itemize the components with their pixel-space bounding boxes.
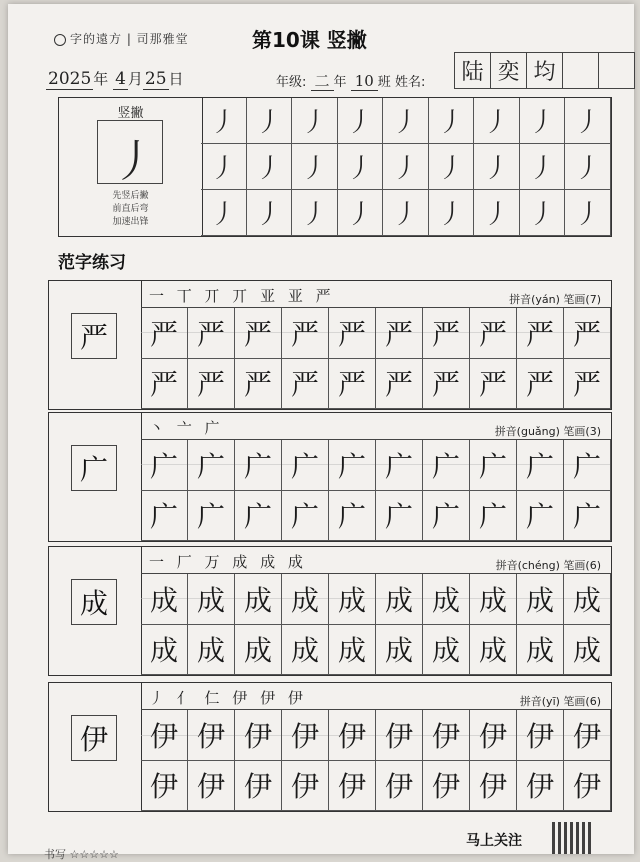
pinyin-label: 拼音(chéng) [495, 559, 560, 572]
handwritten-character: 伊 [290, 770, 319, 804]
handwritten-character: 严 [149, 368, 178, 402]
stroke-count-label: 笔画(3) [559, 425, 601, 438]
practice-cell [292, 98, 338, 144]
practice-cell [329, 574, 376, 625]
handwritten-stroke: 丿 [346, 200, 373, 230]
stroke-sample-glyph: 丿 [112, 136, 156, 187]
handwritten-character: 严 [572, 368, 601, 402]
practice-cell [565, 190, 611, 236]
grade-suffix: 年 [333, 75, 347, 90]
practice-cell [520, 144, 566, 190]
stroke-count-label: 笔画(6) [559, 559, 601, 572]
handwritten-character: 伊 [525, 719, 554, 753]
practice-cell [201, 98, 247, 144]
character-info [509, 291, 601, 307]
handwritten-character: 严 [290, 368, 319, 402]
practice-cell [564, 491, 611, 542]
practice-cell [470, 625, 517, 676]
handwritten-stroke: 丿 [255, 108, 282, 138]
date-day: 25 [144, 69, 167, 89]
practice-cell [564, 440, 611, 491]
practice-cell [188, 625, 235, 676]
handwritten-character: 成 [243, 583, 272, 617]
class-value: 10 [351, 72, 378, 91]
handwritten-character: 伊 [525, 770, 554, 804]
practice-cell [383, 144, 429, 190]
practice-cell [201, 144, 247, 190]
handwritten-character: 伊 [243, 770, 272, 804]
practice-cell [517, 359, 564, 410]
practice-cell [188, 359, 235, 410]
handwritten-character: 成 [196, 634, 225, 668]
handwritten-stroke: 丿 [392, 200, 419, 230]
handwritten-character: 广 [243, 500, 272, 534]
practice-cell [470, 761, 517, 812]
practice-cell [376, 359, 423, 410]
handwritten-character: 严 [196, 317, 225, 351]
handwritten-character: 成 [478, 583, 507, 617]
practice-cell [235, 359, 282, 410]
name-label: 姓名: [394, 75, 426, 90]
handwritten-stroke: 丿 [392, 154, 419, 184]
handwritten-stroke: 丿 [483, 200, 510, 230]
handwritten-character: 伊 [572, 770, 601, 804]
handwritten-character: 广 [337, 449, 366, 483]
practice-cell [329, 761, 376, 812]
practice-cell [423, 761, 470, 812]
handwritten-character: 成 [149, 583, 178, 617]
practice-cell [423, 359, 470, 410]
handwritten-character: 严 [337, 368, 366, 402]
practice-cell [517, 308, 564, 359]
handwritten-character: 广 [149, 449, 178, 483]
practice-cell [235, 574, 282, 625]
handwritten-character: 严 [149, 317, 178, 351]
character-block [48, 280, 612, 410]
handwritten-character: 广 [149, 500, 178, 534]
practice-cell [141, 308, 188, 359]
character-block [48, 546, 612, 676]
practice-cell [338, 190, 384, 236]
handwritten-character: 严 [290, 317, 319, 351]
handwritten-character: 严 [525, 368, 554, 402]
stroke-practice-grid [201, 97, 612, 237]
grade-class-field [276, 70, 425, 91]
section-heading: 范字练习 [58, 253, 126, 273]
handwritten-character: 广 [431, 449, 460, 483]
practice-cell [282, 491, 329, 542]
practice-cell [429, 98, 475, 144]
practice-cell [235, 491, 282, 542]
practice-cell [282, 574, 329, 625]
practice-cell [282, 308, 329, 359]
handwritten-character: 严 [196, 368, 225, 402]
stroke-order: 一 厂 万 成 成 成 [149, 553, 307, 571]
character-model-panel [49, 547, 142, 675]
practice-cell [517, 710, 564, 761]
practice-cell [141, 491, 188, 542]
handwritten-character: 成 [149, 634, 178, 668]
handwritten-character: 伊 [290, 719, 319, 753]
practice-cell [376, 761, 423, 812]
stroke-order: 丶 亠 广 [149, 419, 224, 437]
handwritten-character: 伊 [149, 770, 178, 804]
handwritten-stroke: 丿 [392, 108, 419, 138]
practice-cell [188, 710, 235, 761]
practice-cell [329, 359, 376, 410]
handwritten-stroke: 丿 [483, 154, 510, 184]
practice-cell [247, 98, 293, 144]
handwritten-character: 广 [431, 500, 460, 534]
stroke-count-label: 笔画(7) [559, 293, 601, 306]
handwritten-character: 成 [572, 583, 601, 617]
handwritten-character: 成 [572, 634, 601, 668]
model-character: 成 [71, 579, 117, 625]
handwritten-character: 成 [290, 583, 319, 617]
practice-cell [383, 190, 429, 236]
practice-cell [292, 144, 338, 190]
handwritten-stroke: 丿 [255, 200, 282, 230]
name-cell: 陆 [454, 52, 490, 89]
handwritten-character: 伊 [243, 719, 272, 753]
handwritten-character: 广 [525, 449, 554, 483]
character-model-panel [49, 413, 142, 541]
handwritten-character: 成 [431, 634, 460, 668]
handwritten-character: 严 [384, 317, 413, 351]
practice-cell [141, 761, 188, 812]
practice-cell [564, 625, 611, 676]
handwritten-character: 广 [196, 500, 225, 534]
practice-cell [188, 308, 235, 359]
handwritten-character: 成 [525, 583, 554, 617]
follow-label: 马上关注 [466, 833, 522, 849]
name-cell [562, 52, 598, 89]
handwritten-character: 广 [290, 500, 319, 534]
practice-cell [423, 625, 470, 676]
handwritten-character: 伊 [431, 719, 460, 753]
handwritten-character: 广 [478, 449, 507, 483]
practice-cell [376, 491, 423, 542]
handwritten-character: 成 [337, 583, 366, 617]
handwritten-stroke: 丿 [574, 200, 601, 230]
practice-cell [376, 710, 423, 761]
practice-cell [247, 190, 293, 236]
pinyin-label: 拼音(yī) [519, 695, 560, 708]
practice-cell [235, 308, 282, 359]
handwritten-character: 广 [525, 500, 554, 534]
practice-cell [470, 574, 517, 625]
name-cell [598, 52, 635, 89]
handwritten-character: 广 [478, 500, 507, 534]
practice-cell [520, 98, 566, 144]
practice-cell [141, 710, 188, 761]
practice-cell [564, 359, 611, 410]
handwritten-character: 严 [478, 317, 507, 351]
handwritten-stroke: 丿 [255, 154, 282, 184]
practice-cell [517, 625, 564, 676]
date-month-suffix: 月 [127, 70, 143, 88]
practice-cell [423, 710, 470, 761]
handwritten-stroke: 丿 [301, 154, 328, 184]
practice-cell [329, 625, 376, 676]
handwritten-stroke: 丿 [483, 108, 510, 138]
handwritten-character: 伊 [384, 719, 413, 753]
character-block [48, 682, 612, 812]
model-character: 伊 [71, 715, 117, 761]
date-day-suffix: 日 [168, 70, 184, 88]
practice-cell [470, 491, 517, 542]
practice-cell [376, 574, 423, 625]
practice-cell [376, 625, 423, 676]
practice-cell [141, 625, 188, 676]
stroke-rules [59, 190, 202, 229]
stroke-rule: 先竖后撇 [112, 191, 149, 201]
name-cell: 均 [526, 52, 562, 89]
handwritten-character: 严 [384, 368, 413, 402]
handwritten-stroke: 丿 [301, 108, 328, 138]
practice-cell [423, 491, 470, 542]
handwritten-character: 伊 [149, 719, 178, 753]
practice-cell [470, 359, 517, 410]
practice-cell [564, 710, 611, 761]
handwritten-stroke: 丿 [438, 154, 465, 184]
practice-cell [235, 710, 282, 761]
handwritten-stroke: 丿 [529, 154, 556, 184]
qr-code [552, 822, 592, 854]
handwritten-stroke: 丿 [529, 200, 556, 230]
stroke-rule: 前直后弯 [112, 204, 149, 214]
character-info [495, 423, 601, 439]
brand-logo [54, 30, 189, 47]
practice-cell [338, 98, 384, 144]
practice-cell [376, 308, 423, 359]
handwritten-stroke: 丿 [346, 108, 373, 138]
character-model-panel [49, 281, 142, 409]
handwritten-character: 伊 [572, 719, 601, 753]
handwritten-character: 伊 [196, 719, 225, 753]
practice-rows [141, 439, 611, 541]
practice-cell [564, 574, 611, 625]
handwritten-character: 伊 [384, 770, 413, 804]
date-year-suffix: 年 [93, 70, 109, 88]
model-character: 严 [71, 313, 117, 359]
handwritten-character: 伊 [337, 719, 366, 753]
stroke-lesson-box [58, 97, 203, 237]
practice-cell [520, 190, 566, 236]
handwritten-character: 严 [431, 317, 460, 351]
handwritten-character: 伊 [431, 770, 460, 804]
handwritten-character: 广 [572, 500, 601, 534]
practice-cell [235, 625, 282, 676]
handwritten-character: 伊 [478, 770, 507, 804]
stroke-rule: 加速出锋 [112, 217, 149, 227]
handwritten-stroke: 丿 [574, 154, 601, 184]
stroke-count-label: 笔画(6) [559, 695, 601, 708]
grade-label: 年级: [276, 75, 307, 90]
model-character: 广 [71, 445, 117, 491]
practice-cell [282, 761, 329, 812]
practice-rows [141, 709, 611, 811]
handwritten-character: 广 [572, 449, 601, 483]
handwritten-character: 伊 [196, 770, 225, 804]
character-info [520, 693, 601, 709]
handwritten-character: 严 [243, 317, 272, 351]
practice-cell [376, 440, 423, 491]
handwritten-character: 广 [196, 449, 225, 483]
handwritten-character: 成 [243, 634, 272, 668]
practice-cell [383, 98, 429, 144]
handwritten-character: 广 [290, 449, 319, 483]
handwritten-stroke: 丿 [438, 108, 465, 138]
handwritten-character: 广 [384, 449, 413, 483]
character-model-panel [49, 683, 142, 811]
pinyin-label: 拼音(guǎng) [494, 425, 560, 438]
brand-text: 字的遠方 | 司那雅堂 [70, 32, 189, 46]
practice-cell [429, 190, 475, 236]
practice-cell [423, 440, 470, 491]
handwritten-character: 严 [431, 368, 460, 402]
handwritten-character: 成 [525, 634, 554, 668]
practice-cell [329, 440, 376, 491]
practice-cell [564, 761, 611, 812]
stroke-name: 竖撇 [117, 106, 144, 121]
grade-value: 二 [311, 72, 334, 91]
character-info [496, 557, 601, 573]
handwritten-stroke: 丿 [574, 108, 601, 138]
handwritten-stroke: 丿 [301, 200, 328, 230]
practice-cell [564, 308, 611, 359]
handwritten-character: 严 [525, 317, 554, 351]
character-block [48, 412, 612, 542]
practice-cell [517, 574, 564, 625]
practice-cell [429, 144, 475, 190]
practice-cell [292, 190, 338, 236]
handwritten-character: 广 [384, 500, 413, 534]
footer-rating: 书写 ☆☆☆☆☆ [44, 848, 119, 861]
brand-seal-icon [54, 34, 66, 46]
practice-cell [329, 491, 376, 542]
stroke-order: 丿 亻 仁 伊 伊 伊 [149, 689, 307, 707]
class-suffix: 班 [377, 75, 391, 90]
handwritten-character: 成 [478, 634, 507, 668]
handwritten-character: 伊 [337, 770, 366, 804]
practice-cell [188, 574, 235, 625]
handwritten-character: 广 [337, 500, 366, 534]
handwritten-character: 成 [384, 583, 413, 617]
handwritten-character: 严 [337, 317, 366, 351]
practice-cell [201, 190, 247, 236]
practice-cell [188, 761, 235, 812]
practice-cell [141, 440, 188, 491]
practice-cell [282, 625, 329, 676]
handwritten-stroke: 丿 [210, 108, 237, 138]
stroke-sample-grid [97, 120, 163, 187]
date-field [46, 68, 184, 89]
practice-cell [141, 359, 188, 410]
handwritten-character: 成 [431, 583, 460, 617]
practice-cell [565, 98, 611, 144]
handwritten-character: 广 [243, 449, 272, 483]
practice-cell [188, 440, 235, 491]
practice-cell [474, 98, 520, 144]
practice-cell [235, 440, 282, 491]
handwritten-stroke: 丿 [438, 200, 465, 230]
practice-cell [329, 710, 376, 761]
practice-cell [565, 144, 611, 190]
practice-rows [141, 307, 611, 409]
handwritten-character: 成 [290, 634, 319, 668]
handwritten-character: 严 [243, 368, 272, 402]
handwritten-character: 成 [384, 634, 413, 668]
date-month: 4 [115, 69, 126, 89]
handwritten-character: 成 [337, 634, 366, 668]
practice-cell [517, 761, 564, 812]
practice-cell [247, 144, 293, 190]
practice-cell [423, 308, 470, 359]
pinyin-label: 拼音(yán) [509, 293, 560, 306]
practice-cell [282, 440, 329, 491]
practice-cell [282, 710, 329, 761]
practice-cell [470, 308, 517, 359]
practice-cell [423, 574, 470, 625]
stroke-order: 一 丅 丌 丌 亚 亚 严 [149, 287, 335, 305]
practice-cell [141, 574, 188, 625]
handwritten-stroke: 丿 [210, 154, 237, 184]
handwritten-stroke: 丿 [210, 200, 237, 230]
handwritten-character: 严 [478, 368, 507, 402]
practice-cell [282, 359, 329, 410]
name-cell: 奕 [490, 52, 526, 89]
practice-rows [141, 573, 611, 675]
practice-cell [188, 491, 235, 542]
practice-cell [470, 440, 517, 491]
practice-cell [474, 190, 520, 236]
lesson-title: 第10课 竖撇 [252, 28, 367, 52]
practice-cell [470, 710, 517, 761]
handwritten-character: 严 [572, 317, 601, 351]
practice-cell [517, 491, 564, 542]
date-year: 2025 [48, 69, 92, 89]
handwritten-stroke: 丿 [529, 108, 556, 138]
practice-cell [329, 308, 376, 359]
handwritten-character: 成 [196, 583, 225, 617]
practice-cell [235, 761, 282, 812]
handwritten-character: 伊 [478, 719, 507, 753]
name-grid [454, 52, 635, 89]
practice-cell [517, 440, 564, 491]
handwritten-stroke: 丿 [346, 154, 373, 184]
practice-cell [338, 144, 384, 190]
practice-cell [474, 144, 520, 190]
worksheet [8, 4, 634, 861]
